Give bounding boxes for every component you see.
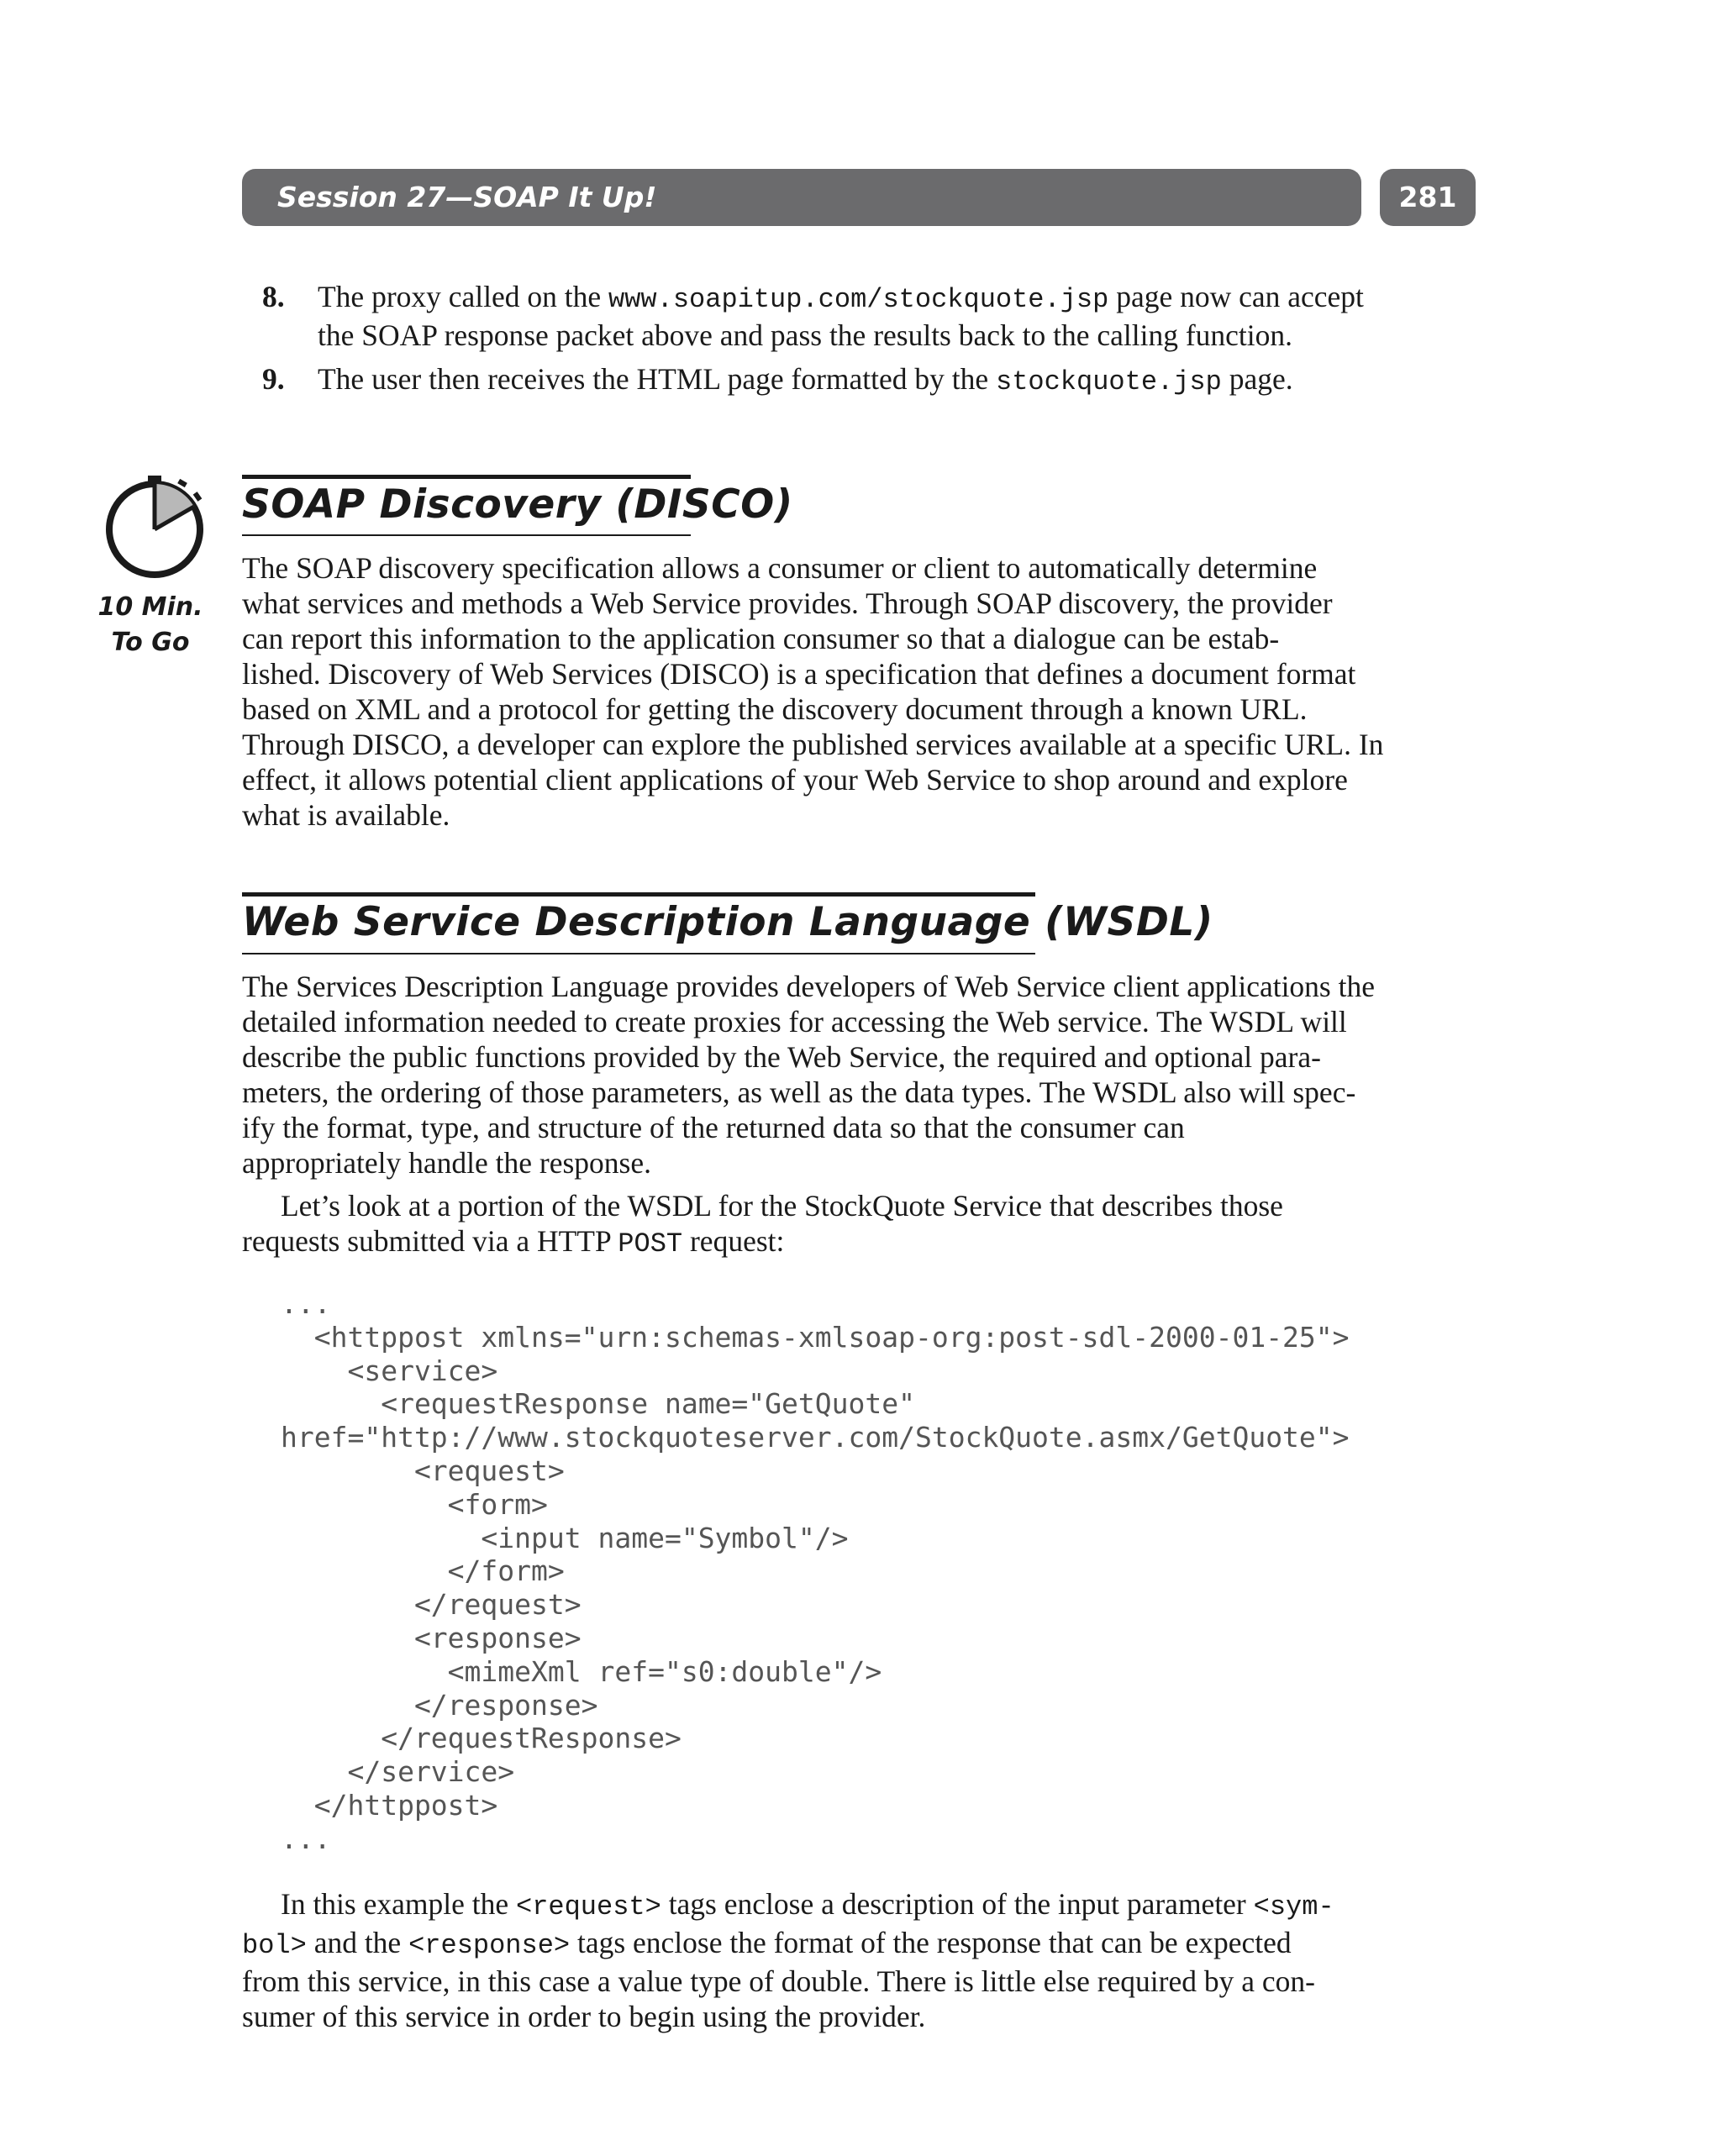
paragraph xyxy=(242,550,1477,833)
section-heading: Web Service Description Language (WSDL) xyxy=(242,899,1213,945)
heading-rule-bottom xyxy=(242,534,691,536)
paragraph xyxy=(242,1188,1477,1262)
code-line: href="http://www.stockquoteserver.com/StockQuote.asmx/GetQuote"> xyxy=(281,1421,1350,1454)
list-number: 9. xyxy=(262,362,285,396)
list-item xyxy=(242,361,1477,400)
timer-caption xyxy=(96,590,205,660)
text-line: based on XML and a protocol for getting the discovery document through a known URL. xyxy=(242,692,1308,726)
list-text: page. xyxy=(1221,362,1293,396)
text-line: Let’s look at a portion of the WSDL for the StockQuote Service that describes those xyxy=(281,1189,1283,1223)
text-line xyxy=(242,1223,1477,1262)
code-line: ... xyxy=(281,1822,331,1855)
text-line: what is available. xyxy=(242,798,450,832)
inline-code: <response> xyxy=(408,1930,571,1961)
code-line: <request> xyxy=(413,1454,565,1487)
time-marker xyxy=(96,471,205,664)
list-item-line: the SOAP response packet above and pass the results back to the calling function. xyxy=(318,318,1293,352)
code-line: <httppost xmlns="urn:schemas-xmlsoap-org:post-sdl-2000-01-25"> xyxy=(313,1320,1350,1354)
text-line: The Services Description Language provides developers of Web Service client applications the xyxy=(242,970,1375,1003)
inline-text: request: xyxy=(682,1224,785,1258)
code-line: </form> xyxy=(447,1554,565,1588)
heading-rule-top xyxy=(242,475,691,479)
code-line: <input name="Symbol"/> xyxy=(481,1521,849,1554)
url-code: www.soapitup.com/stockquote.jsp xyxy=(608,284,1109,315)
numbered-list xyxy=(242,279,1477,408)
text-line: The SOAP discovery specification allows a consumer or client to automatically determine xyxy=(242,551,1318,585)
code-line: <requestResponse name="GetQuote" xyxy=(381,1387,915,1421)
text-line: effect, it allows potential client applications of your Web Service to shop around and explore xyxy=(242,763,1348,797)
code-line: <service> xyxy=(347,1354,498,1387)
list-item xyxy=(242,279,1477,353)
inline-text: tags enclose a description of the input parameter xyxy=(661,1887,1254,1921)
list-text: The user then receives the HTML page formatted by the xyxy=(318,362,996,396)
page-number: 281 xyxy=(1398,181,1457,213)
running-header xyxy=(242,169,1361,226)
timer-caption-line: To Go xyxy=(111,628,190,657)
filename-code: stockquote.jsp xyxy=(995,366,1222,397)
list-number: 8. xyxy=(262,280,285,313)
code-line: ... xyxy=(281,1287,331,1320)
text-line: detailed information needed to create proxies for accessing the Web service. The WSDL will xyxy=(242,1005,1347,1039)
heading-rule-bottom xyxy=(242,953,1035,954)
list-text: page now can accept xyxy=(1108,280,1364,313)
text-line: ify the format, type, and structure of the returned data so that the consumer can xyxy=(242,1111,1185,1144)
paragraph xyxy=(242,1886,1477,2034)
list-text: The proxy called on the xyxy=(318,280,609,313)
paragraph xyxy=(242,969,1477,1181)
inline-code: <sym- xyxy=(1253,1891,1334,1922)
inline-code: bol> xyxy=(242,1930,307,1961)
inline-text: In this example the xyxy=(281,1887,516,1921)
timer-caption-line: 10 Min. xyxy=(97,592,203,622)
header-title: Session 27—SOAP It Up! xyxy=(277,181,657,213)
code-line: </service> xyxy=(347,1755,515,1789)
text-line: from this service, in this case a value type of double. There is little else required by a con- xyxy=(242,1964,1315,1998)
code-listing xyxy=(281,1287,1350,1856)
text-line: Through DISCO, a developer can explore the published services available at a specific URL. In xyxy=(242,728,1384,761)
code-line: <mimeXml ref="s0:double"/> xyxy=(447,1654,882,1688)
text-line: sumer of this service in order to begin using the provider. xyxy=(242,2000,926,2033)
code-line: </response> xyxy=(413,1688,598,1722)
text-line: can report this information to the application consumer so that a dialogue can be estab- xyxy=(242,622,1280,655)
text-line xyxy=(242,1886,1477,1925)
code-line: </requestResponse> xyxy=(381,1722,682,1755)
code-line: <response> xyxy=(413,1621,582,1654)
section-heading: SOAP Discovery (DISCO) xyxy=(242,481,793,528)
stopwatch-icon xyxy=(96,471,205,588)
inline-code: POST xyxy=(618,1228,683,1259)
text-line xyxy=(242,1925,1477,1964)
inline-text: tags enclose the format of the response that can be expected xyxy=(570,1926,1292,1959)
list-item-line xyxy=(318,279,1477,318)
inline-text: and the xyxy=(306,1926,409,1959)
inline-code: <request> xyxy=(515,1891,661,1922)
text-line: meters, the ordering of those parameters, as well as the data types. The WSDL also will spec- xyxy=(242,1075,1356,1109)
heading-rule-top xyxy=(242,892,1035,897)
page-number-box xyxy=(1380,169,1476,226)
text-line: describe the public functions provided by the Web Service, the required and optional para- xyxy=(242,1040,1321,1074)
code-line: </request> xyxy=(413,1588,582,1622)
text-line: lished. Discovery of Web Services (DISCO) is a specification that defines a document format xyxy=(242,657,1356,691)
text-line: what services and methods a Web Service provides. Through SOAP discovery, the provider xyxy=(242,586,1333,620)
code-line: <form> xyxy=(447,1487,548,1521)
list-item-line xyxy=(318,361,1477,400)
text-line: appropriately handle the response. xyxy=(242,1146,651,1180)
code-line: </httppost> xyxy=(313,1788,498,1822)
inline-text: requests submitted via a HTTP xyxy=(242,1224,618,1258)
